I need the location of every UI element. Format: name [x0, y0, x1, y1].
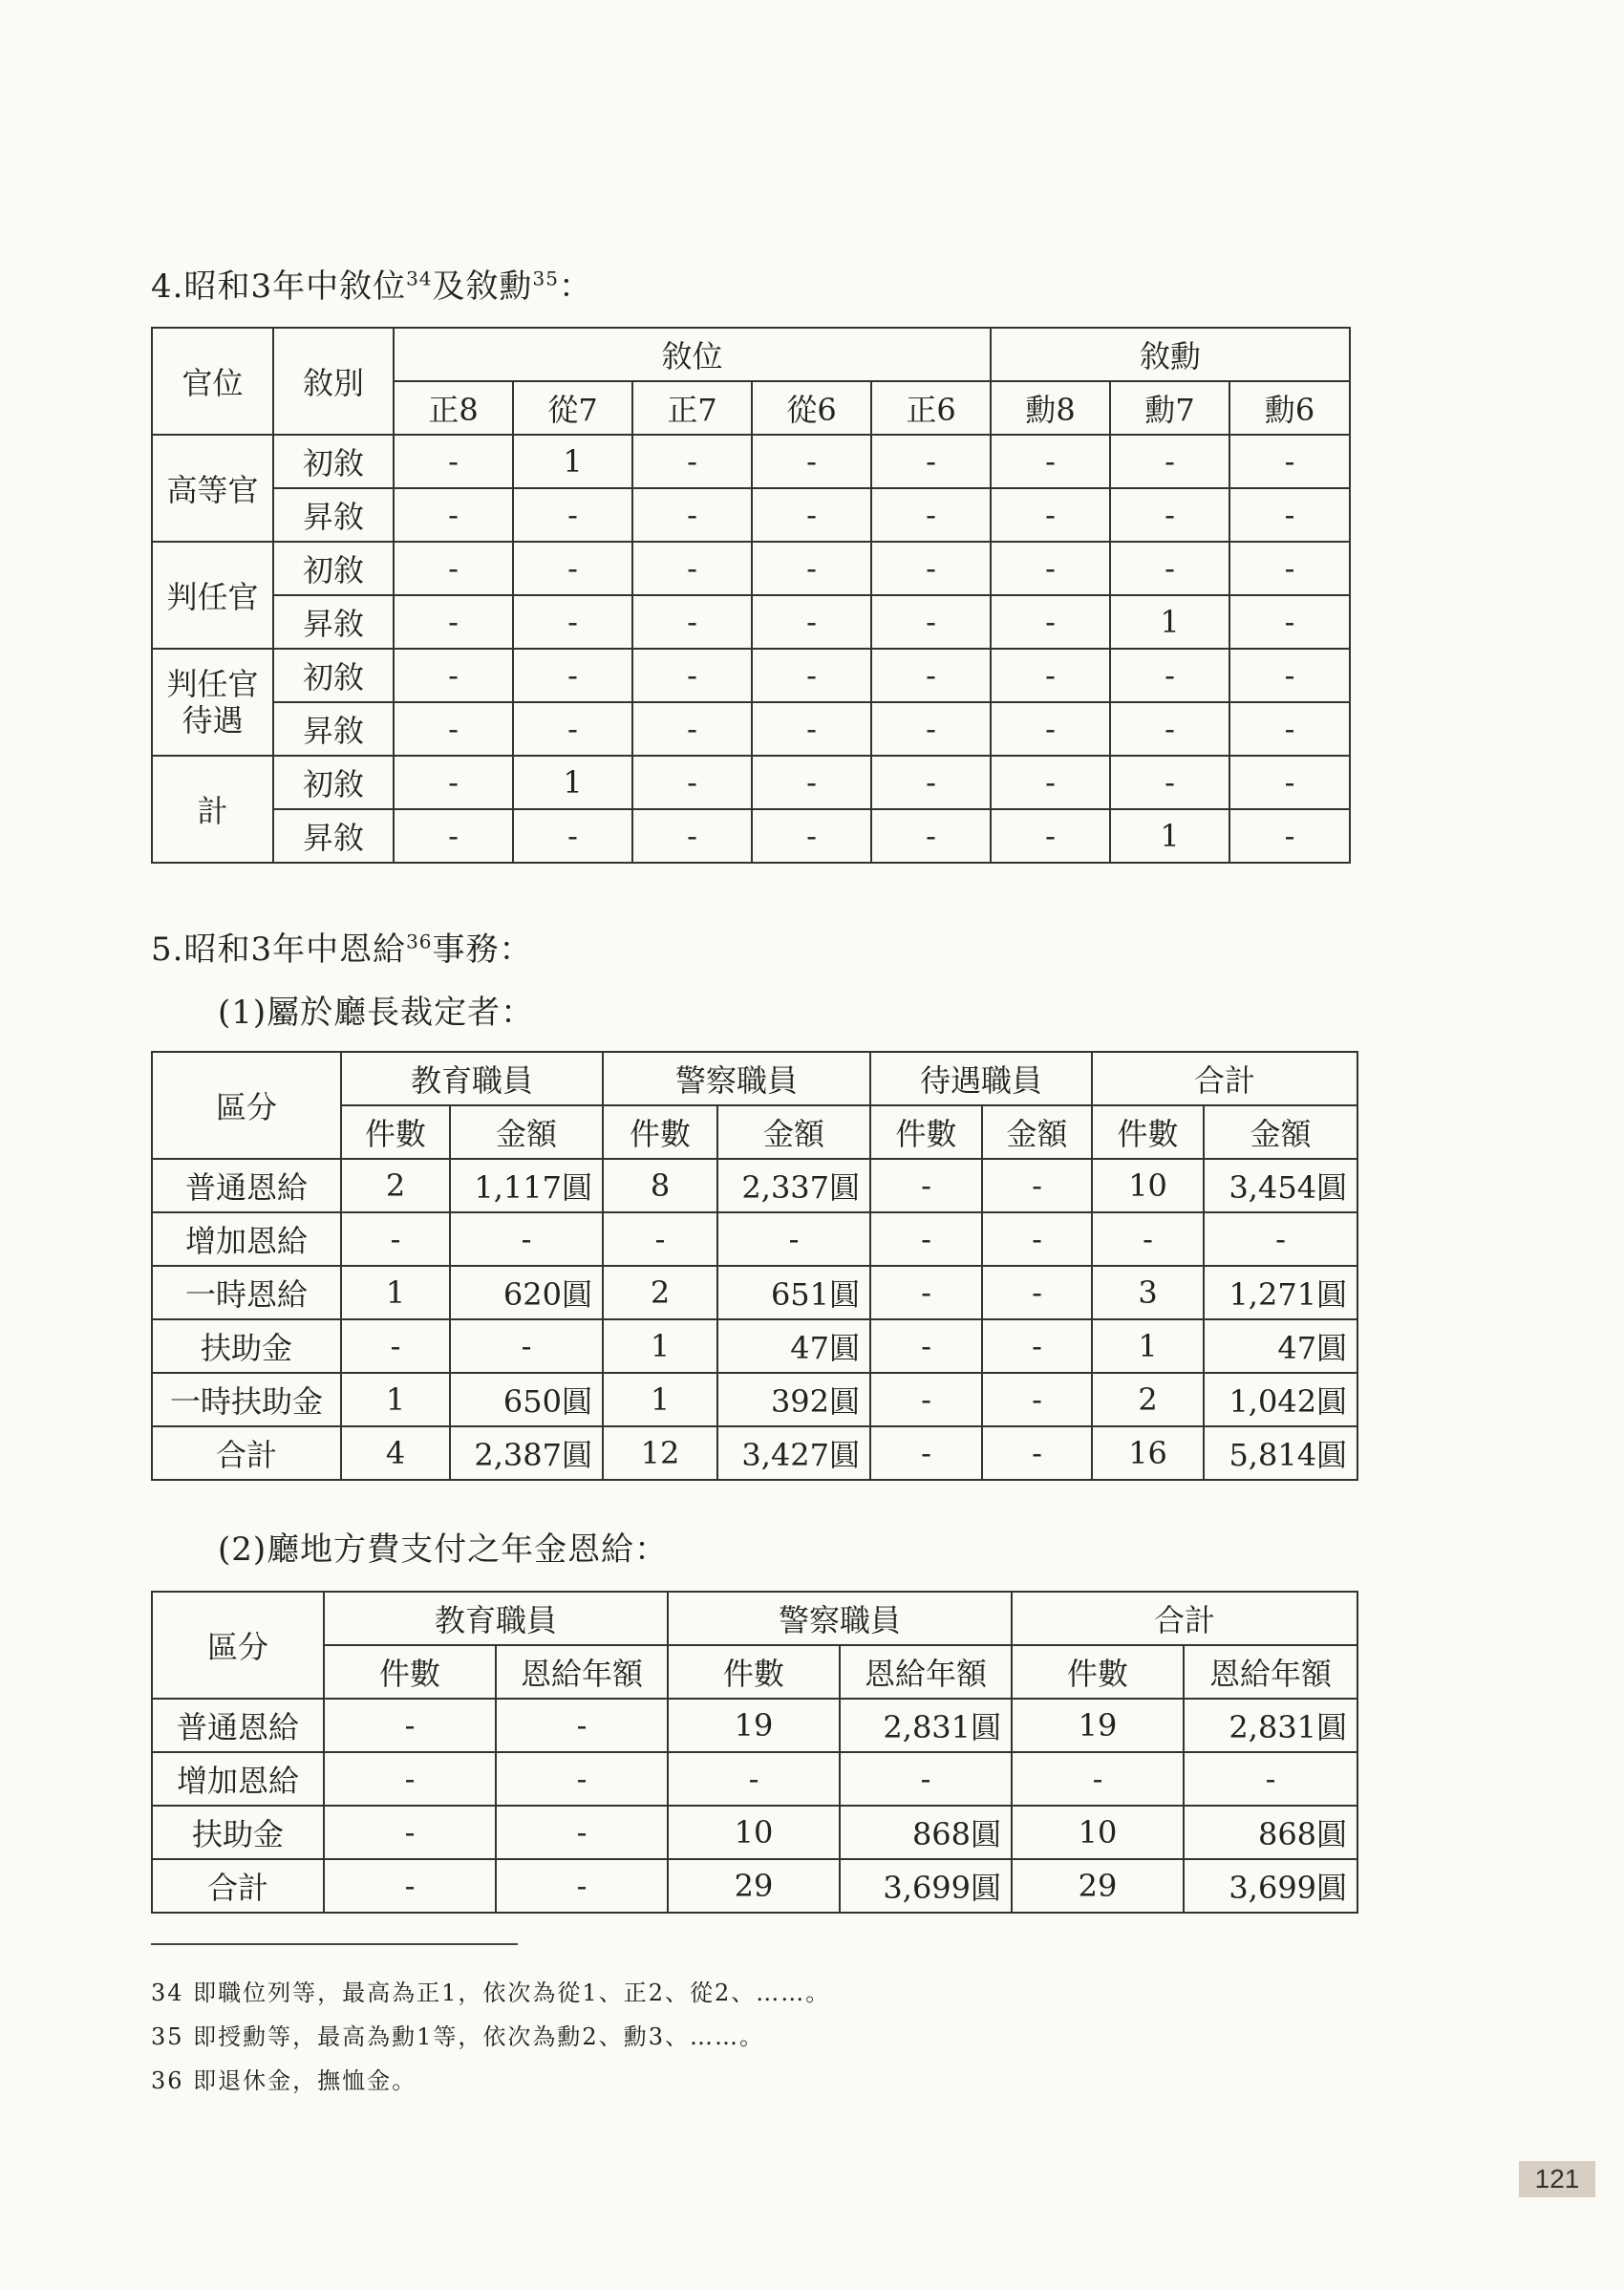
cell: - — [394, 542, 513, 595]
cell: - — [496, 1806, 668, 1859]
cell: - — [1229, 435, 1350, 488]
cell: - — [632, 702, 752, 756]
cell: 392圓 — [717, 1373, 870, 1426]
col-header: 勳7 — [1110, 381, 1229, 435]
cell: - — [1110, 756, 1229, 809]
row-type: 初敘 — [273, 649, 394, 702]
cell: - — [870, 1319, 982, 1373]
cell: - — [496, 1752, 668, 1806]
cell: - — [871, 488, 991, 542]
group-label: 判任官 — [152, 542, 273, 649]
row-label: 合計 — [152, 1859, 324, 1913]
cell: - — [752, 702, 871, 756]
group-label-line-1: 判任官 — [166, 665, 259, 702]
cell: - — [752, 595, 871, 649]
sub-header: 金額 — [982, 1105, 1092, 1159]
cell: - — [752, 809, 871, 863]
cell: - — [394, 435, 513, 488]
rank-decoration-table — [151, 327, 1351, 864]
group-header: 教育職員 — [324, 1592, 668, 1645]
cell: - — [871, 595, 991, 649]
cell: - — [394, 595, 513, 649]
cell: - — [752, 435, 871, 488]
cell: - — [632, 542, 752, 595]
cell: 2 — [1092, 1373, 1204, 1426]
cell: 2,831圓 — [1184, 1699, 1357, 1752]
group-header: 合計 — [1092, 1052, 1357, 1105]
cell: - — [991, 649, 1110, 702]
cell: 2 — [341, 1159, 450, 1212]
row-label: 普通恩給 — [152, 1159, 341, 1212]
sub-header: 金額 — [717, 1105, 870, 1159]
cell: 2,337圓 — [717, 1159, 870, 1212]
cell: 2,831圓 — [840, 1699, 1012, 1752]
cell: 1 — [1110, 595, 1229, 649]
cell: - — [1110, 435, 1229, 488]
sub-header: 恩給年額 — [496, 1645, 668, 1699]
cell: 12 — [603, 1426, 717, 1480]
cell: - — [513, 702, 632, 756]
cell: - — [982, 1319, 1092, 1373]
annual-pension-table — [151, 1591, 1358, 1914]
col-header: 從6 — [752, 381, 871, 435]
cell: 3 — [1092, 1266, 1204, 1319]
sub-header: 件數 — [1092, 1105, 1204, 1159]
row-type: 初敘 — [273, 542, 394, 595]
cell: - — [982, 1373, 1092, 1426]
cell: 4 — [341, 1426, 450, 1480]
cell: - — [871, 649, 991, 702]
cell: 650圓 — [450, 1373, 603, 1426]
cell: - — [982, 1212, 1092, 1266]
cell: 868圓 — [840, 1806, 1012, 1859]
cell: - — [982, 1266, 1092, 1319]
sub-header: 恩給年額 — [840, 1645, 1012, 1699]
cell: - — [991, 809, 1110, 863]
row-label: 扶助金 — [152, 1319, 341, 1373]
cell: - — [324, 1859, 496, 1913]
cell: - — [1229, 488, 1350, 542]
cell: 3,699圓 — [1184, 1859, 1357, 1913]
row-type: 昇敘 — [273, 488, 394, 542]
cell: - — [870, 1212, 982, 1266]
cell: 1 — [603, 1373, 717, 1426]
cell: 1 — [603, 1319, 717, 1373]
cell: - — [1184, 1752, 1357, 1806]
cell: - — [513, 542, 632, 595]
cell: - — [1110, 702, 1229, 756]
cell: 5,814圓 — [1204, 1426, 1357, 1480]
col-header: 從7 — [513, 381, 632, 435]
cell: 19 — [668, 1699, 840, 1752]
cell: - — [752, 756, 871, 809]
header-kani: 官位 — [152, 328, 273, 435]
cell: 29 — [668, 1859, 840, 1913]
cell: 2 — [603, 1266, 717, 1319]
cell: - — [513, 649, 632, 702]
footnote-34: 34 即職位列等，最高為正1，依次為從1、正2、從2、……。 — [151, 1980, 831, 2006]
cell: - — [871, 542, 991, 595]
row-type: 初敘 — [273, 756, 394, 809]
cell: - — [991, 702, 1110, 756]
cell: 651圓 — [717, 1266, 870, 1319]
cell: - — [341, 1212, 450, 1266]
cell: - — [1110, 542, 1229, 595]
group-label-line-2: 待遇 — [182, 702, 244, 738]
cell: - — [632, 488, 752, 542]
cell: - — [1229, 702, 1350, 756]
cell: - — [870, 1373, 982, 1426]
cell: 1 — [513, 435, 632, 488]
cell: 1,117圓 — [450, 1159, 603, 1212]
cell: - — [871, 435, 991, 488]
cell: 1 — [1092, 1319, 1204, 1373]
col-header: 正8 — [394, 381, 513, 435]
sub-header: 件數 — [668, 1645, 840, 1699]
subsection-1-heading: (1)屬於廳長裁定者： — [218, 994, 535, 1032]
cell: - — [752, 542, 871, 595]
cell: - — [324, 1752, 496, 1806]
cell: - — [717, 1212, 870, 1266]
cell: - — [982, 1426, 1092, 1480]
cell: - — [1092, 1212, 1204, 1266]
cell: 1,271圓 — [1204, 1266, 1357, 1319]
sub-header: 件數 — [324, 1645, 496, 1699]
cell: 1 — [513, 756, 632, 809]
cell: - — [871, 702, 991, 756]
cell: - — [324, 1806, 496, 1859]
cell: - — [991, 756, 1110, 809]
cell: 3,699圓 — [840, 1859, 1012, 1913]
cell: 16 — [1092, 1426, 1204, 1480]
cell: - — [1110, 649, 1229, 702]
cell: 10 — [1092, 1159, 1204, 1212]
subsection-2-heading: (2)廳地方費支付之年金恩給： — [218, 1530, 669, 1569]
row-label: 扶助金 — [152, 1806, 324, 1859]
cell: 1,042圓 — [1204, 1373, 1357, 1426]
cell: - — [324, 1699, 496, 1752]
row-label: 一時扶助金 — [152, 1373, 341, 1426]
sub-header: 件數 — [870, 1105, 982, 1159]
row-type: 初敘 — [273, 435, 394, 488]
group-header: 教育職員 — [341, 1052, 603, 1105]
cell: - — [603, 1212, 717, 1266]
cell: 8 — [603, 1159, 717, 1212]
cell: - — [1110, 488, 1229, 542]
cell: - — [394, 809, 513, 863]
cell: 29 — [1012, 1859, 1184, 1913]
col-header: 勳8 — [991, 381, 1110, 435]
header-jokun: 敘勳 — [991, 328, 1350, 381]
footnote-divider — [151, 1943, 518, 1945]
cell: - — [752, 488, 871, 542]
cell: - — [632, 435, 752, 488]
cell: 10 — [668, 1806, 840, 1859]
row-type: 昇敘 — [273, 809, 394, 863]
cell: - — [496, 1859, 668, 1913]
row-label: 增加恩給 — [152, 1752, 324, 1806]
cell: 3,454圓 — [1204, 1159, 1357, 1212]
row-label: 一時恩給 — [152, 1266, 341, 1319]
cell: - — [870, 1159, 982, 1212]
cell: - — [668, 1752, 840, 1806]
cell: - — [752, 649, 871, 702]
group-header: 警察職員 — [668, 1592, 1012, 1645]
cell: - — [991, 542, 1110, 595]
pension-decision-table — [151, 1051, 1358, 1481]
cell: - — [1204, 1212, 1357, 1266]
cell: - — [871, 809, 991, 863]
cell: - — [1229, 595, 1350, 649]
row-type: 昇敘 — [273, 595, 394, 649]
cell: 47圓 — [717, 1319, 870, 1373]
cell: - — [1229, 542, 1350, 595]
cell: 1 — [341, 1373, 450, 1426]
section-5-heading: 5.昭和3年中恩給$^{36}$事務： — [151, 930, 533, 969]
cell: - — [513, 595, 632, 649]
cell: 868圓 — [1184, 1806, 1357, 1859]
footnote-36: 36 即退休金，撫恤金。 — [151, 2067, 417, 2094]
cell: - — [991, 595, 1110, 649]
cell: - — [450, 1212, 603, 1266]
cell: 19 — [1012, 1699, 1184, 1752]
row-label: 普通恩給 — [152, 1699, 324, 1752]
sub-header: 恩給年額 — [1184, 1645, 1357, 1699]
sub-header: 件數 — [603, 1105, 717, 1159]
cell: - — [632, 756, 752, 809]
sub-header: 件數 — [341, 1105, 450, 1159]
group-header: 警察職員 — [603, 1052, 870, 1105]
footnote-35: 35 即授勳等，最高為勳1等，依次為勳2、勳3、……。 — [151, 2023, 764, 2050]
cell: - — [450, 1319, 603, 1373]
cell: - — [394, 756, 513, 809]
cell: - — [991, 435, 1110, 488]
cell: - — [341, 1319, 450, 1373]
cell: - — [1229, 756, 1350, 809]
group-label: 高等官 — [152, 435, 273, 542]
cell: - — [632, 649, 752, 702]
sub-header: 金額 — [450, 1105, 603, 1159]
cell: - — [870, 1426, 982, 1480]
cell: 10 — [1012, 1806, 1184, 1859]
header-kubun: 區分 — [152, 1592, 324, 1699]
cell: - — [394, 488, 513, 542]
cell: - — [1012, 1752, 1184, 1806]
sub-header: 件數 — [1012, 1645, 1184, 1699]
group-header: 待遇職員 — [870, 1052, 1092, 1105]
group-header: 合計 — [1012, 1592, 1357, 1645]
section-4-heading: 4.昭和3年中敘位$^{34}$及敘勳$^{35}$： — [151, 267, 592, 306]
row-type: 昇敘 — [273, 702, 394, 756]
cell: 47圓 — [1204, 1319, 1357, 1373]
cell: - — [394, 649, 513, 702]
cell: - — [513, 809, 632, 863]
group-label: 計 — [152, 756, 273, 863]
cell: 620圓 — [450, 1266, 603, 1319]
cell: - — [632, 595, 752, 649]
cell: - — [982, 1159, 1092, 1212]
cell: 1 — [1110, 809, 1229, 863]
col-header: 勳6 — [1229, 381, 1350, 435]
cell: - — [513, 488, 632, 542]
cell: - — [871, 756, 991, 809]
cell: - — [496, 1699, 668, 1752]
header-kubun: 區分 — [152, 1052, 341, 1159]
cell: - — [632, 809, 752, 863]
row-label: 合計 — [152, 1426, 341, 1480]
cell: - — [1229, 809, 1350, 863]
cell: 3,427圓 — [717, 1426, 870, 1480]
cell: 1 — [341, 1266, 450, 1319]
header-joi: 敘位 — [394, 328, 991, 381]
col-header: 正6 — [871, 381, 991, 435]
header-jobetsu: 敘別 — [273, 328, 394, 435]
group-label — [152, 649, 273, 756]
row-label: 增加恩給 — [152, 1212, 341, 1266]
cell: 2,387圓 — [450, 1426, 603, 1480]
cell: - — [991, 488, 1110, 542]
cell: - — [394, 702, 513, 756]
col-header: 正7 — [632, 381, 752, 435]
cell: - — [1229, 649, 1350, 702]
sub-header: 金額 — [1204, 1105, 1357, 1159]
cell: - — [840, 1752, 1012, 1806]
page-number: 121 — [1519, 2161, 1595, 2197]
cell: - — [870, 1266, 982, 1319]
